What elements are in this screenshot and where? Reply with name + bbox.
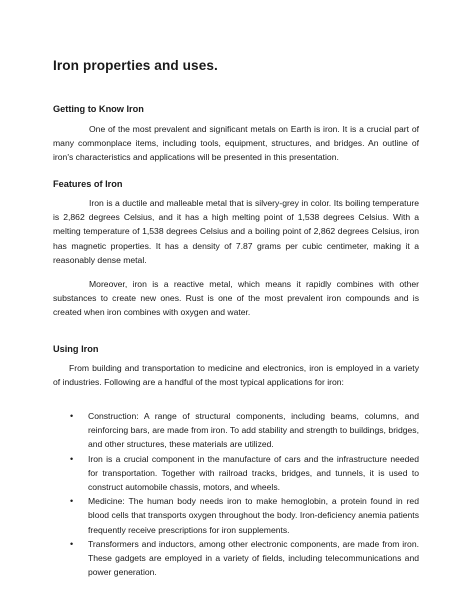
- section-heading-uses: Using Iron: [53, 344, 99, 354]
- intro-paragraph-text: One of the most prevalent and significant metals on Earth is iron. It is a crucial part of many commonplace items, including tools, equipment, structures, and bridges. An outline of iron's characteristics and applications will be presented in this presentation.: [53, 124, 419, 163]
- features-paragraph-1: [53, 196, 419, 267]
- features-paragraph-2: [53, 277, 419, 320]
- list-item-text: Medicine: The human body needs iron to make hemoglobin, a protein found in red blood cells that transports oxygen throughout the body. Iron-deficiency anemia patients frequently receive prescriptions for iron supplements.: [88, 496, 419, 535]
- list-item-text: Transformers and inductors, among other electronic components, are made from iron. These gadgets are employed in a variety of fields, including telecommunications and power generation.: [88, 538, 419, 578]
- features-paragraph-2-text: Moreover, iron is a reactive metal, which means it rapidly combines with other substances to create new ones. Rust is one of the most prevalent iron compounds and is created when iron combines with oxygen and water.: [53, 279, 419, 318]
- list-item: [70, 494, 419, 537]
- list-item-text: Construction: A range of structural components, including beams, columns, and reinforcing bars, are made from iron. To add stability and strength to buildings, bridges, and other structures, these materials are utilized.: [88, 411, 419, 450]
- uses-bullet-list: [70, 409, 419, 579]
- uses-paragraph: [53, 361, 419, 389]
- document-title: Iron properties and uses.: [53, 58, 218, 73]
- list-item-text: Iron is a crucial component in the manufacture of cars and the infrastructure needed for transportation. Together with railroad tracks, bridges, and tunnels, it is used to construct automobile chassis, motors, and wheels.: [88, 453, 419, 493]
- section-heading-intro: Getting to Know Iron: [53, 104, 144, 114]
- list-item: [70, 452, 419, 495]
- list-item: [70, 409, 419, 452]
- bullet-marker: •: [70, 496, 74, 507]
- uses-paragraph-text: From building and transportation to medicine and electronics, iron is employed in a variety of industries. Following are a handful of the most typical applications for iron:: [53, 363, 419, 388]
- section-heading-features: Features of Iron: [53, 179, 123, 189]
- bullet-marker: •: [70, 538, 74, 549]
- list-item: [70, 537, 419, 580]
- bullet-marker: •: [70, 411, 74, 421]
- bullet-marker: •: [70, 453, 74, 464]
- intro-paragraph: [53, 122, 419, 165]
- features-paragraph-1-text: Iron is a ductile and malleable metal that is silvery-grey in color. Its boiling temperature is 2,862 degrees Celsius, and it has a high melting point of 1,538 degrees Celsius. With a melting temperature of 1,538 degrees Celsius and a boiling point of 2,862 degrees Celsius, iron has magnetic properties. It has a density of 7.87 grams per cubic centimeter, making it a reasonably dense metal.: [53, 198, 419, 265]
